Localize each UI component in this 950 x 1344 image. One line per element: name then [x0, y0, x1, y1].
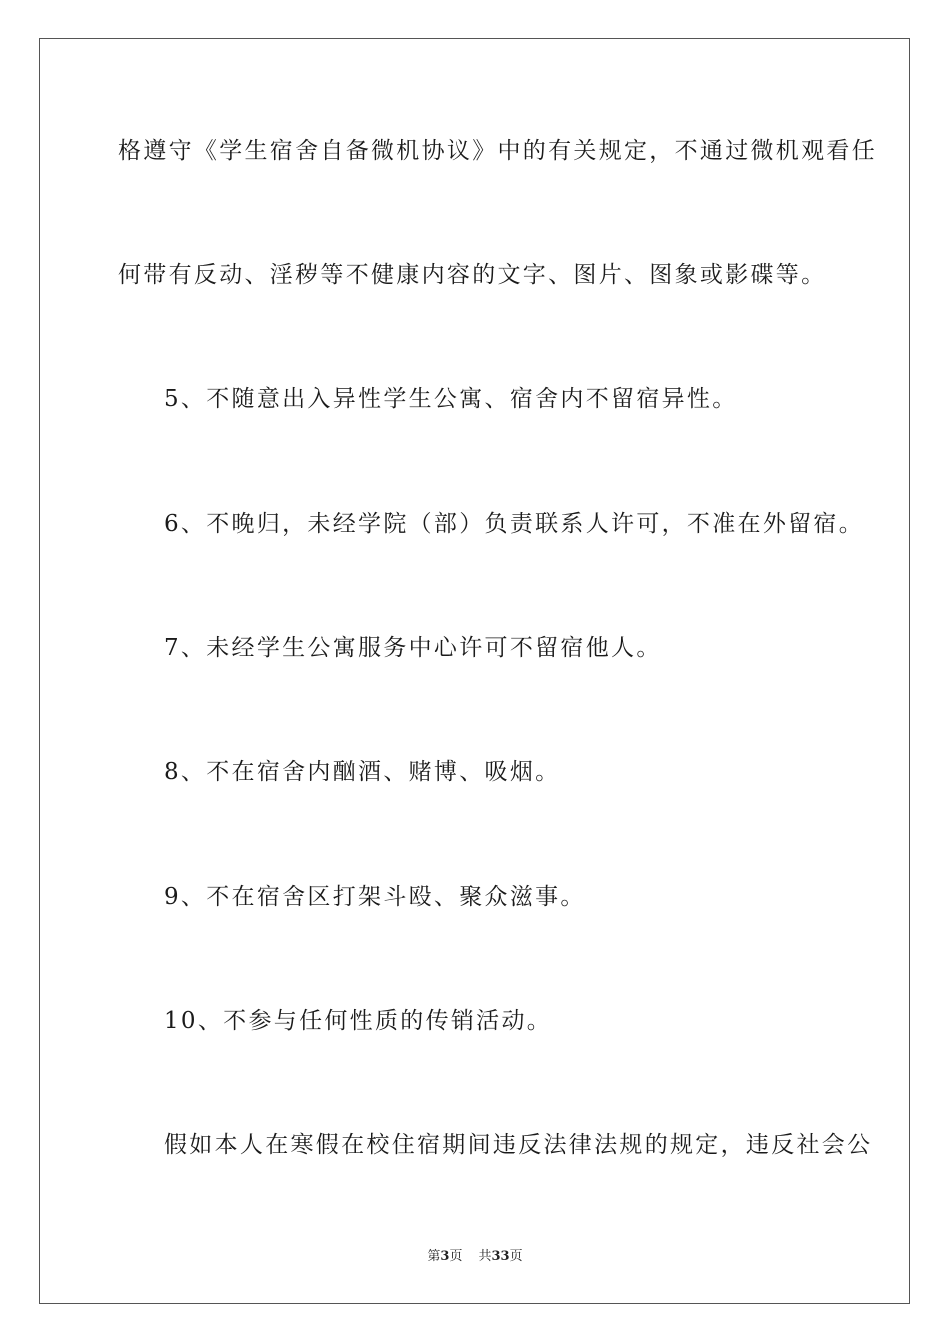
text-line-closing: 假如本人在寒假在校住宿期间违反法律法规的规定，违反社会公 [164, 1132, 873, 1158]
list-item-8: 8、不在宿舍内酗酒、赌博、吸烟。 [164, 759, 561, 785]
total-suffix: 页 [509, 1249, 523, 1264]
list-item-6: 6、不晚归，未经学院（部）负责联系人许可，不准在外留宿。 [164, 511, 865, 537]
total-prefix: 共 [478, 1249, 492, 1264]
text-line-1: 格遵守《学生宿舍自备微机协议》中的有关规定，不通过微机观看任 [118, 138, 877, 164]
page-footer [0, 1249, 950, 1265]
list-item-10: 10、不参与任何性质的传销活动。 [164, 1008, 553, 1034]
page-suffix: 页 [449, 1249, 463, 1264]
list-item-9: 9、不在宿舍区打架斗殴、聚众滋事。 [164, 884, 586, 910]
text-line-2: 何带有反动、淫秽等不健康内容的文字、图片、图象或影碟等。 [118, 262, 827, 288]
page-total: 33 [491, 1249, 510, 1264]
list-item-7: 7、未经学生公寓服务中心许可不留宿他人。 [164, 635, 662, 661]
page-prefix: 第 [427, 1249, 441, 1264]
page-current: 3 [440, 1249, 450, 1264]
page-border [39, 38, 910, 1304]
list-item-5: 5、不随意出入异性学生公寓、宿舍内不留宿异性。 [164, 386, 738, 412]
